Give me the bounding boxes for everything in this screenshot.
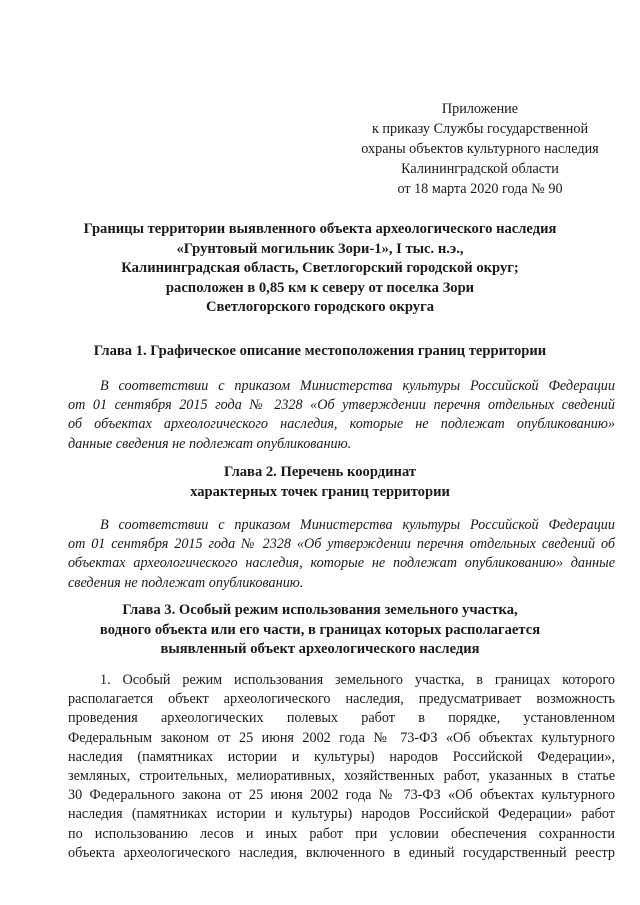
text-line: объектах археологического наследия, которые не подлежат опубликованию» данные [68,555,615,572]
title-line: Светлогорского городского округа [205,299,435,315]
chapter-1-heading [40,342,600,362]
heading-line: выявленный объект археологического наследия [160,641,480,657]
heading-line: Глава 3. Особый режим использования земельного участка, [122,602,518,618]
text-line: наследия (памятниках истории и культуры) народов Российской Федерации» работ [68,806,615,823]
appendix-line: охраны объектов культурного наследия [361,141,599,157]
text-line: от 01 сентября 2015 года № 2328 «Об утверждении перечня отдельных сведений об [68,536,615,553]
chapter-1-text [68,377,615,454]
title-line: «Грунтовый могильник Зори-1», I тыс. н.э., [176,240,464,257]
text-line: 1. Особый режим использования земельного участка, в границах которого [100,672,615,688]
heading-line: Глава 2. Перечень координат [223,464,417,480]
appendix-line: к приказу Службы государственной [371,121,589,137]
text-line: объекта археологического наследия, включенного в единый государственный реестр [68,844,615,861]
text-line: земляных, строительных, мелиоративных, хозяйственных работ, указанных в статье [68,768,615,785]
text-line: 30 Федерального закона от 25 июня 2002 года № 73-ФЗ «Об объектах культурного [68,787,615,804]
chapter-3-text [68,671,615,863]
appendix-line: от 18 марта 2020 года № 90 [397,181,563,197]
heading-line: водного объекта или его части, в границах которых располагается [99,621,541,638]
heading-line: Глава 1. Графическое описание местоположения границ территории [93,343,547,359]
text-line: проведения археологических полевых работ в порядке, установленном [68,710,615,727]
text-line: Федеральным законом от 25 июня 2002 года № 73-ФЗ «Об объектах культурного [68,729,615,746]
document-title [60,220,580,318]
text-line: располагается объект археологического наследия, предусматривает возможность [68,691,615,708]
appendix-header [330,99,630,199]
text-line: В соответствии с приказом Министерства культуры Российской Федерации [100,517,615,533]
text-line: по использованию лесов и иных работ при условии обеспечения сохранности [68,825,615,842]
text-line: сведения не подлежат опубликованию. [68,574,304,591]
chapter-3-heading [40,601,600,660]
text-line: данные сведения не подлежат опубликованию. [68,435,352,452]
text-line: от 01 сентября 2015 года № 2328 «Об утверждении перечня отдельных сведений [68,397,615,414]
appendix-line: Калининградской области [401,161,559,177]
text-line: наследия (памятниках истории и культуры) народов Российской Федерации», [68,748,615,765]
title-line: Границы территории выявленного объекта археологического наследия [83,221,557,237]
chapter-2-heading [40,463,600,502]
heading-line: характерных точек границ территории [190,483,450,500]
title-line: Калининградская область, Светлогорский городской округ; [121,260,519,276]
text-line: об объектах археологического наследия, которые не подлежат опубликованию» [68,416,615,433]
text-line: В соответствии с приказом Министерства культуры Российской Федерации [100,378,615,394]
title-line: расположен в 0,85 км к северу от поселка Зори [165,279,475,296]
appendix-line: Приложение [441,101,519,117]
chapter-2-text [68,516,615,593]
